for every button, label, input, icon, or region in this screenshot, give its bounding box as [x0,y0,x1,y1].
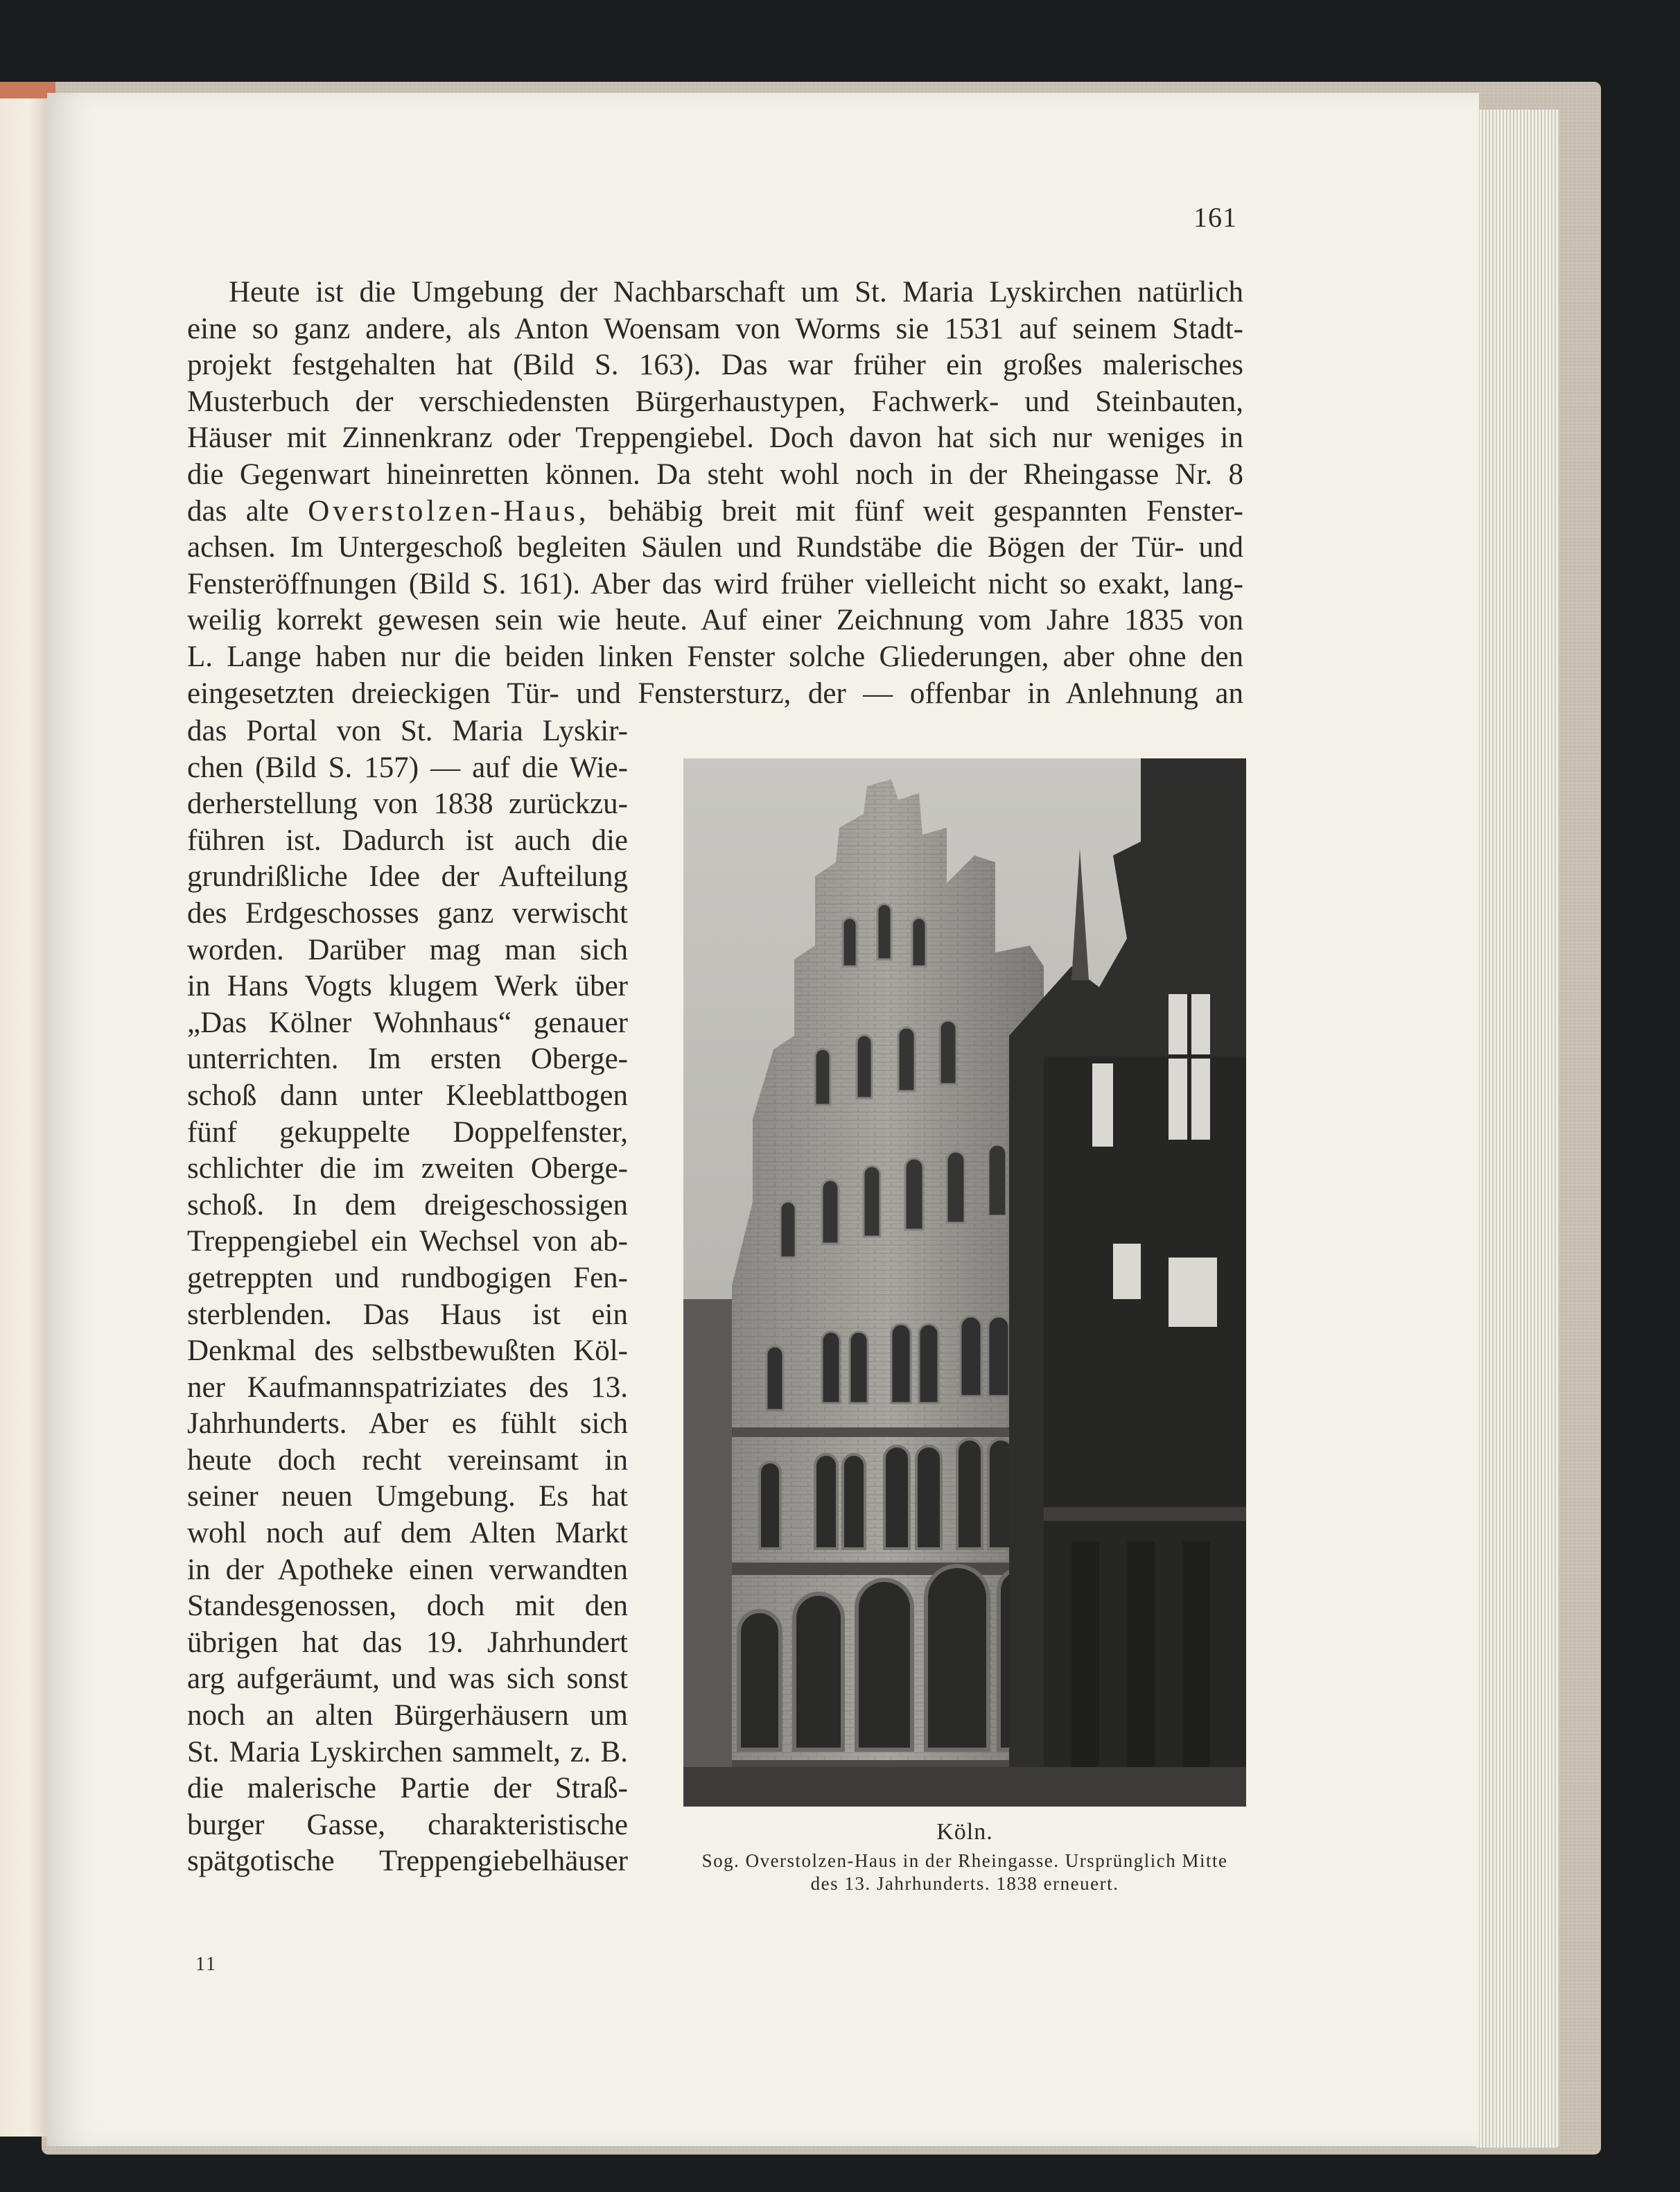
column-text-line: getreppten und rundbogigen Fen- [187,1261,628,1294]
column-text-line: schoß dann unter Kleeblattbogen [187,1079,628,1112]
text-line: die Gegenwart hineinretten können. Da steht wohl noch in der Rheingasse Nr. 8 [187,458,1243,491]
column-text-line: arg aufgeräumt, und was sich sonst [187,1662,628,1696]
figure-caption [670,1850,1260,1895]
column-text-line: derherstellung von 1838 zurückzu- [187,788,628,821]
column-text-line: burger Gasse, charakteristische [187,1808,628,1841]
text-fragment: das alte [187,494,289,528]
column-text-line: St. Maria Lyskirchen sammelt, z. B. [187,1735,628,1768]
column-text-line: ner Kaufmannspatriziates des 13. [187,1371,628,1404]
text-line: eingesetzten dreieckigen Tür- und Fenstersturz, der — offenbar in Anlehnung an [187,677,1243,710]
text-line: Fensteröffnungen (Bild S. 161). Aber das wird früher vielleicht nicht so exakt, lang- [187,567,1243,600]
column-text-line: Standesgenossen, doch mit den [187,1590,628,1623]
column-text-line: wohl noch auf dem Alten Markt [187,1517,628,1550]
column-text-line: unterrichten. Im ersten Oberge- [187,1043,628,1076]
caption-line: des 13. Jahrhunderts. 1838 erneuert. [810,1873,1119,1894]
column-text-line: die malerische Partie der Straß- [187,1772,628,1805]
text-line: projekt festgehalten hat (Bild S. 163). Das war früher ein großes malerisches [187,349,1243,382]
column-text-line: in der Apotheke einen verwandten [187,1553,628,1586]
column-text-line: seiner neuen Umgebung. Es hat [187,1480,628,1513]
column-text-line: worden. Darüber mag man sich [187,933,628,966]
text-line: Musterbuch der verschiedensten Bürgerhaustypen, Fachwerk- und Steinbauten, [187,385,1243,418]
signature-mark: 11 [195,1954,217,1975]
text-line [187,494,1243,530]
column-text-line: chen (Bild S. 157) — auf die Wie- [187,751,628,784]
caption-line: Sog. Overstolzen-Haus in der Rheingasse. Ursprünglich Mitte [701,1850,1228,1871]
text-fragment: behäbig breit mit fünf weit gespannten Fenster- [608,494,1244,528]
column-text-line: Jahrhunderts. Aber es fühlt sich [187,1407,628,1441]
column-text-line: „Das Kölner Wohnhaus“ genauer [187,1006,628,1039]
column-text-line: führen ist. Dadurch ist auch die [187,824,628,857]
column-text-line: fünf gekuppelte Doppelfenster, [187,1115,628,1149]
text-line: Heute ist die Umgebung der Nachbarschaft um St. Maria Lyskirchen natürlich [229,276,1243,308]
column-text-line: sterblenden. Das Haus ist ein [187,1298,628,1331]
column-text-line: heute doch recht vereinsamt in [187,1443,628,1477]
column-text-line: das Portal von St. Maria Lyskir- [187,715,628,747]
column-text-line: übrigen hat das 19. Jahrhundert [187,1626,628,1659]
full-width-paragraph [187,275,1243,712]
text-line: L. Lange haben nur die beiden linken Fenster solche Gliederungen, aber ohne den [187,640,1243,673]
column-text-line: in Hans Vogts klugem Werk über [187,970,628,1003]
page-number: 161 [1193,202,1237,233]
column-text-line: des Erdgeschosses ganz verwischt [187,896,628,930]
column-text-line: grundrißliche Idee der Aufteilung [187,860,628,894]
previous-page-edge [0,85,49,2137]
page-edges [1476,110,1559,2148]
facade-illustration [683,758,1246,1807]
text-line: weilig korrekt gewesen sein wie heute. Auf einer Zeichnung vom Jahre 1835 von [187,604,1243,637]
column-text-line: Treppengiebel ein Wechsel von ab- [187,1225,628,1258]
column-text-line: schoß. In dem dreigeschossigen [187,1188,628,1221]
emphasized-name: Overstolzen-Haus, [308,494,590,528]
column-text-line: schlichter die im zweiten Oberge- [187,1152,628,1185]
building-photograph [683,758,1246,1807]
column-text-line: spätgotische Treppengiebelhäuser [187,1845,628,1878]
text-line: eine so ganz andere, als Anton Woensam von Worms sie 1531 auf seinem Stadt- [187,312,1243,345]
text-line: achsen. Im Untergeschoß begleiten Säulen und Rundstäbe die Bögen der Tür- und [187,531,1243,564]
column-paragraph [187,713,628,1880]
figure-title: Köln. [936,1819,993,1845]
column-text-line: Denkmal des selbstbewußten Köl- [187,1334,628,1368]
column-text-line: noch an alten Bürgerhäusern um [187,1699,628,1732]
text-line: Häuser mit Zinnenkranz oder Treppengiebel. Doch davon hat sich nur weniges in [187,421,1243,455]
